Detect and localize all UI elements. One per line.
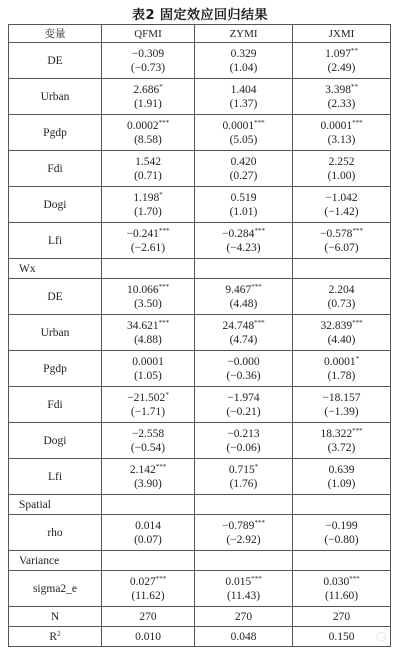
- variable-name: Fdi: [47, 162, 63, 175]
- coefficient-value: 0.715: [228, 463, 255, 476]
- variable-name: R: [49, 630, 58, 643]
- t-statistic: (1.01): [229, 205, 258, 218]
- t-statistic: (1.09): [327, 477, 356, 490]
- value-cell: [293, 459, 391, 495]
- value-cell: [293, 571, 391, 607]
- coefficient: [293, 575, 390, 589]
- variable-label: [9, 315, 102, 351]
- table-row: [9, 571, 391, 607]
- table-row: [9, 459, 391, 495]
- coefficient-value: −0.241: [126, 227, 159, 240]
- empty-cell: [102, 259, 195, 279]
- coefficient-value: 34.621: [126, 319, 159, 332]
- coefficient: [293, 391, 390, 405]
- value-cell: [195, 387, 293, 423]
- variable-name: Urban: [40, 90, 70, 103]
- coefficient: [102, 319, 194, 333]
- value-cell: [195, 223, 293, 259]
- t-statistic: (4.88): [134, 333, 162, 346]
- t-statistic: (1.00): [327, 169, 356, 182]
- coefficient: [102, 610, 194, 624]
- variable-name: Fdi: [47, 398, 63, 411]
- coefficient: [102, 463, 194, 477]
- header-variable: 变量: [9, 25, 102, 43]
- coefficient: [195, 191, 292, 205]
- coefficient: [195, 391, 292, 405]
- variable-name: Dogi: [43, 198, 67, 211]
- empty-cell: [293, 495, 391, 515]
- coefficient: [195, 427, 292, 441]
- empty-cell: [195, 551, 293, 571]
- coefficient: [102, 630, 194, 644]
- table-row: [9, 387, 391, 423]
- variable-name: Urban: [40, 326, 70, 339]
- table-row: [9, 115, 391, 151]
- coefficient-value: 32.839: [320, 319, 353, 332]
- value-cell: [102, 515, 195, 551]
- variable-name: Lfi: [47, 470, 63, 483]
- t-statistic: (−0.21): [226, 405, 261, 418]
- coefficient-value: 1.198: [133, 191, 160, 204]
- t-statistic: (2.49): [327, 61, 356, 74]
- variable-label: [9, 423, 102, 459]
- value-cell: [195, 43, 293, 79]
- coefficient-value: −0.199: [325, 519, 358, 532]
- t-statistic: (−6.07): [324, 241, 359, 254]
- coefficient-value: 3.398: [325, 83, 351, 96]
- coefficient: [102, 191, 194, 205]
- significance-stars: ***: [155, 462, 167, 471]
- coefficient: [293, 610, 390, 624]
- t-statistic: (4.40): [327, 333, 356, 346]
- header-column: JXMI: [293, 25, 391, 43]
- variable-label: [9, 79, 102, 115]
- empty-cell: [102, 551, 195, 571]
- coefficient-value: 0.048: [230, 630, 257, 643]
- t-statistic: (−2.61): [130, 241, 166, 254]
- coefficient-value: 0.014: [135, 519, 161, 532]
- coefficient-value: 2.204: [328, 283, 355, 296]
- coefficient: [293, 463, 390, 477]
- value-cell: [102, 423, 195, 459]
- coefficient-value: 0.027: [129, 575, 156, 588]
- t-statistic: (11.43): [226, 589, 261, 602]
- variable-name: rho: [47, 526, 63, 539]
- t-statistic: (−0.06): [226, 441, 261, 454]
- variable-label: [9, 279, 102, 315]
- value-cell: [102, 187, 195, 223]
- coefficient: [293, 47, 390, 61]
- variable-label: [9, 223, 102, 259]
- value-cell: [195, 151, 293, 187]
- empty-cell: [195, 259, 293, 279]
- value-cell: [102, 43, 195, 79]
- coefficient: [293, 519, 390, 533]
- coefficient: [102, 227, 194, 241]
- coefficient: [293, 191, 390, 205]
- value-cell: [102, 115, 195, 151]
- t-statistic: (5.05): [229, 133, 258, 146]
- t-statistic: (3.90): [134, 477, 162, 490]
- coefficient: [102, 47, 194, 61]
- coefficient-value: −21.502: [127, 391, 166, 404]
- coefficient-value: 0.0002: [126, 119, 159, 132]
- t-statistic: (11.62): [131, 589, 165, 602]
- coefficient: [195, 319, 292, 333]
- value-cell: [293, 79, 391, 115]
- empty-cell: [102, 495, 195, 515]
- value-cell: [195, 279, 293, 315]
- table-row: [9, 151, 391, 187]
- section-label: Wx: [9, 259, 102, 279]
- t-statistic: (1.05): [134, 369, 162, 382]
- coefficient-value: 18.322: [320, 427, 353, 440]
- variable-name: DE: [47, 54, 63, 67]
- t-statistic: (−2.92): [226, 533, 261, 546]
- coefficient-value: −0.213: [227, 427, 260, 440]
- t-statistic: (−4.23): [226, 241, 261, 254]
- variable-name: Pgdp: [43, 362, 67, 375]
- header-column: ZYMI: [195, 25, 293, 43]
- t-statistic: (−0.36): [226, 369, 261, 382]
- t-statistic: (1.04): [229, 61, 258, 74]
- coefficient: [102, 155, 194, 169]
- t-statistic: (3.13): [327, 133, 356, 146]
- value-cell: [293, 607, 391, 627]
- significance-stars: *: [159, 82, 163, 91]
- coefficient: [195, 227, 292, 241]
- coefficient-value: 1.097: [325, 47, 351, 60]
- coefficient: [102, 283, 194, 297]
- coefficient: [195, 283, 292, 297]
- value-cell: [293, 423, 391, 459]
- significance-stars: ***: [349, 574, 360, 583]
- section-row: [9, 551, 391, 571]
- value-cell: [102, 571, 195, 607]
- value-cell: [102, 79, 195, 115]
- value-cell: [195, 515, 293, 551]
- table-row: [9, 627, 391, 647]
- t-statistic: (2.33): [327, 97, 356, 110]
- t-statistic: (3.72): [327, 441, 356, 454]
- significance-stars: ***: [352, 118, 363, 127]
- significance-stars: ***: [251, 282, 262, 291]
- variable-label: [9, 607, 102, 627]
- value-cell: [293, 151, 391, 187]
- value-cell: [293, 223, 391, 259]
- significance-stars: ***: [158, 318, 170, 327]
- variable-label: [9, 187, 102, 223]
- table-row: [9, 351, 391, 387]
- significance-stars: ***: [254, 118, 265, 127]
- value-cell: [195, 187, 293, 223]
- coefficient: [293, 83, 390, 97]
- coefficient-value: 0.0001: [320, 119, 353, 132]
- coefficient: [293, 319, 390, 333]
- coefficient: [293, 119, 390, 133]
- section-row: [9, 259, 391, 279]
- coefficient-value: 0.519: [230, 191, 257, 204]
- coefficient: [102, 119, 194, 133]
- t-statistic: (1.37): [229, 97, 258, 110]
- value-cell: [102, 279, 195, 315]
- value-cell: [102, 351, 195, 387]
- table-row: [9, 187, 391, 223]
- value-cell: [293, 187, 391, 223]
- coefficient: [102, 575, 194, 589]
- value-cell: [195, 627, 293, 647]
- t-statistic: (1.70): [134, 205, 162, 218]
- significance-stars: *: [254, 462, 259, 471]
- table-body: [9, 43, 391, 647]
- significance-stars: ***: [352, 318, 363, 327]
- significance-stars: **: [350, 82, 358, 91]
- coefficient-value: 0.030: [323, 575, 350, 588]
- value-cell: [102, 627, 195, 647]
- coefficient: [195, 355, 292, 369]
- t-statistic: (1.76): [229, 477, 258, 490]
- coefficient: [102, 391, 194, 405]
- table-row: [9, 79, 391, 115]
- t-statistic: (−1.71): [130, 405, 166, 418]
- coefficient-value: 1.404: [230, 83, 257, 96]
- coefficient: [102, 427, 194, 441]
- significance-stars: ***: [352, 426, 363, 435]
- value-cell: [293, 351, 391, 387]
- table-row: [9, 515, 391, 551]
- value-cell: [195, 571, 293, 607]
- value-cell: [195, 423, 293, 459]
- table-header: [9, 25, 391, 43]
- coefficient: [102, 83, 194, 97]
- value-cell: [102, 315, 195, 351]
- significance-stars: ***: [155, 574, 167, 583]
- value-cell: [195, 459, 293, 495]
- t-statistic: (0.07): [134, 533, 162, 546]
- value-cell: [195, 79, 293, 115]
- coefficient: [195, 463, 292, 477]
- t-statistic: (0.27): [229, 169, 258, 182]
- t-statistic: (−0.73): [130, 61, 166, 74]
- coefficient: [195, 119, 292, 133]
- value-cell: [102, 607, 195, 627]
- coefficient-value: 0.329: [230, 47, 257, 60]
- value-cell: [195, 315, 293, 351]
- significance-stars: *: [355, 354, 360, 363]
- value-cell: [195, 115, 293, 151]
- value-cell: [195, 351, 293, 387]
- coefficient-value: 0.639: [328, 463, 355, 476]
- coefficient-value: 2.252: [328, 155, 355, 168]
- coefficient-value: −2.558: [131, 427, 165, 440]
- coefficient: [195, 575, 292, 589]
- significance-stars: ***: [352, 226, 363, 235]
- coefficient: [195, 630, 292, 644]
- variable-label: [9, 43, 102, 79]
- coefficient: [195, 155, 292, 169]
- coefficient-value: 0.0001: [323, 355, 356, 368]
- t-statistic: (1.91): [134, 97, 162, 110]
- table-row: [9, 43, 391, 79]
- t-statistic: (4.74): [229, 333, 258, 346]
- significance-stars: ***: [158, 226, 170, 235]
- value-cell: [293, 387, 391, 423]
- coefficient: [293, 155, 390, 169]
- t-statistic: (−0.80): [324, 533, 359, 546]
- value-cell: [293, 279, 391, 315]
- value-cell: [102, 223, 195, 259]
- label-superscript: 2: [57, 629, 61, 638]
- coefficient-value: 270: [332, 610, 351, 623]
- variable-label: [9, 627, 102, 647]
- value-cell: [102, 387, 195, 423]
- variable-label: [9, 459, 102, 495]
- coefficient-value: −0.284: [222, 227, 255, 240]
- t-statistic: (−1.39): [324, 405, 359, 418]
- value-cell: [102, 459, 195, 495]
- coefficient-value: 1.542: [135, 155, 161, 168]
- variable-label: [9, 387, 102, 423]
- t-statistic: (11.60): [324, 589, 359, 602]
- coefficient-value: 2.686: [133, 83, 160, 96]
- significance-stars: ***: [251, 574, 262, 583]
- table-row: [9, 279, 391, 315]
- t-statistic: (8.58): [134, 133, 162, 146]
- header-column: QFMI: [102, 25, 195, 43]
- coefficient: [195, 83, 292, 97]
- significance-stars: ***: [158, 118, 170, 127]
- variable-label: [9, 151, 102, 187]
- variable-label: [9, 351, 102, 387]
- variable-name: DE: [47, 290, 63, 303]
- coefficient-value: −1.974: [227, 391, 260, 404]
- variable-name: sigma2_e: [32, 582, 78, 595]
- empty-cell: [293, 259, 391, 279]
- section-label: Variance: [9, 551, 102, 571]
- variable-name: Pgdp: [43, 126, 67, 139]
- coefficient: [195, 519, 292, 533]
- empty-cell: [195, 495, 293, 515]
- coefficient-value: 9.467: [225, 283, 252, 296]
- regression-results-table: [8, 24, 391, 647]
- value-cell: [293, 115, 391, 151]
- coefficient: [293, 355, 390, 369]
- t-statistic: (3.50): [134, 297, 162, 310]
- t-statistic: (1.78): [327, 369, 356, 382]
- coefficient-value: 0.150: [328, 630, 355, 643]
- t-statistic: (0.73): [327, 297, 356, 310]
- value-cell: [195, 607, 293, 627]
- significance-stars: ***: [254, 226, 265, 235]
- coefficient-value: −0.000: [227, 355, 260, 368]
- coefficient: [195, 610, 292, 624]
- coefficient-value: 24.748: [222, 319, 255, 332]
- coefficient-value: −18.157: [322, 391, 361, 404]
- coefficient: [195, 47, 292, 61]
- empty-cell: [293, 551, 391, 571]
- coefficient-value: −1.042: [325, 191, 358, 204]
- significance-stars: ***: [254, 518, 265, 527]
- table-row: [9, 607, 391, 627]
- significance-stars: *: [165, 390, 169, 399]
- table-row: [9, 223, 391, 259]
- coefficient-value: 0.420: [230, 155, 257, 168]
- coefficient-value: 270: [139, 610, 157, 623]
- t-statistic: (−1.42): [324, 205, 359, 218]
- coefficient-value: 10.066: [126, 283, 159, 296]
- coefficient-value: −0.578: [320, 227, 353, 240]
- coefficient-value: 270: [234, 610, 253, 623]
- variable-name: Lfi: [47, 234, 63, 247]
- significance-stars: ***: [158, 282, 170, 291]
- significance-stars: *: [159, 190, 163, 199]
- coefficient-value: 2.142: [129, 463, 156, 476]
- coefficient-value: −0.789: [222, 519, 255, 532]
- section-label: Spatial: [9, 495, 102, 515]
- coefficient-value: 0.010: [135, 630, 161, 643]
- table-row: [9, 315, 391, 351]
- significance-stars: ***: [254, 318, 265, 327]
- t-statistic: (−0.54): [130, 441, 166, 454]
- coefficient: [293, 427, 390, 441]
- t-statistic: (4.48): [229, 297, 258, 310]
- value-cell: [293, 515, 391, 551]
- t-statistic: (0.71): [134, 169, 162, 182]
- significance-stars: **: [350, 46, 358, 55]
- coefficient-value: 0.0001: [132, 355, 164, 368]
- coefficient-value: 0.0001: [222, 119, 255, 132]
- variable-label: [9, 115, 102, 151]
- variable-name: N: [50, 610, 60, 623]
- coefficient: [293, 227, 390, 241]
- section-row: [9, 495, 391, 515]
- value-cell: [102, 151, 195, 187]
- variable-label: [9, 515, 102, 551]
- value-cell: [293, 43, 391, 79]
- table-caption: 表2 固定效应回归结果: [131, 8, 269, 23]
- coefficient-value: 0.015: [225, 575, 252, 588]
- coefficient: [102, 519, 194, 533]
- coefficient-value: −0.309: [131, 47, 165, 60]
- value-cell: [293, 315, 391, 351]
- coefficient: [293, 283, 390, 297]
- watermark: ◯: [373, 629, 388, 644]
- variable-label: [9, 571, 102, 607]
- table-row: [9, 423, 391, 459]
- coefficient: [102, 355, 194, 369]
- variable-name: Dogi: [43, 434, 67, 447]
